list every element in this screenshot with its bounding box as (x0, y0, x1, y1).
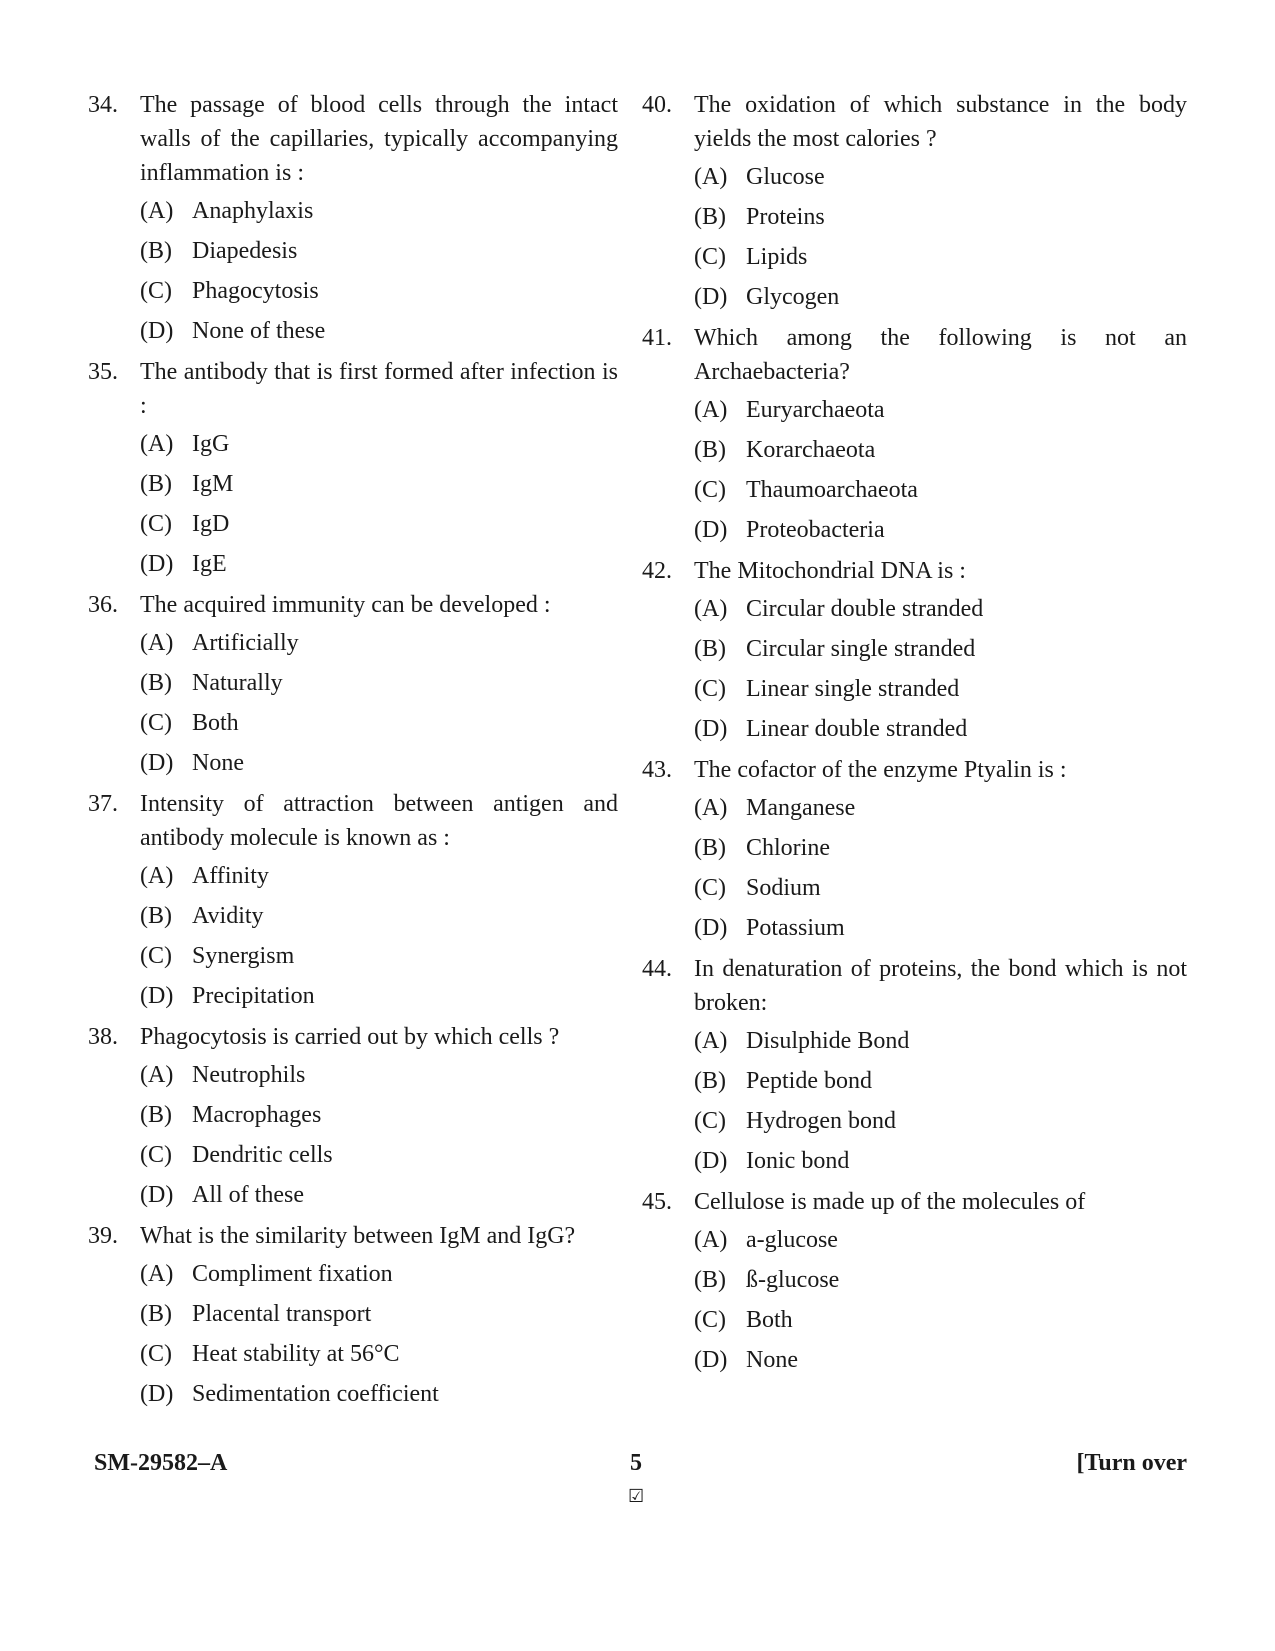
question-number: 38. (88, 1024, 118, 1050)
answer-option (88, 901, 618, 931)
answer-option (88, 1140, 618, 1170)
answer-option (88, 981, 618, 1011)
answer-option (642, 1345, 1187, 1375)
question-number: 35. (88, 359, 118, 385)
page-footer (94, 1450, 1187, 1506)
option-letter: (A) (694, 795, 728, 821)
question-header (88, 355, 618, 423)
answer-option (642, 873, 1187, 903)
option-text: Circular double stranded (746, 596, 984, 622)
question-header (642, 88, 1187, 156)
option-letter: (C) (694, 477, 726, 503)
option-text: Anaphylaxis (192, 198, 314, 224)
answer-option (88, 509, 618, 539)
option-letter: (A) (694, 164, 728, 190)
question-header (88, 1219, 618, 1253)
option-letter: (C) (140, 1341, 172, 1367)
option-letter: (A) (140, 1062, 174, 1088)
option-text: Chlorine (746, 835, 830, 861)
option-text: Avidity (192, 903, 264, 929)
answer-option (88, 708, 618, 738)
option-text: Thaumoarchaeota (746, 477, 918, 503)
answer-option (642, 1026, 1187, 1056)
option-text: Peptide bond (746, 1068, 872, 1094)
option-letter: (A) (694, 596, 728, 622)
question-item (88, 355, 618, 579)
option-letter: (C) (140, 278, 172, 304)
option-letter: (A) (140, 431, 174, 457)
option-letter: (B) (140, 471, 172, 497)
answer-option (642, 913, 1187, 943)
question-header (642, 753, 1187, 787)
option-letter: (C) (694, 1108, 726, 1134)
answer-option (642, 1146, 1187, 1176)
answer-option (642, 1066, 1187, 1096)
option-letter: (D) (694, 716, 728, 742)
option-letter: (D) (140, 1182, 174, 1208)
option-text: a-glucose (746, 1227, 838, 1253)
option-letter: (A) (140, 630, 174, 656)
option-text: Neutrophils (192, 1062, 306, 1088)
answer-option (642, 395, 1187, 425)
question-header (88, 88, 618, 190)
question-text: Cellulose is made up of the molecules of (694, 1189, 1086, 1215)
option-letter: (C) (140, 943, 172, 969)
answer-option (642, 202, 1187, 232)
option-list (642, 395, 1187, 545)
option-list (642, 1026, 1187, 1176)
option-list (88, 1060, 618, 1210)
option-list (88, 861, 618, 1011)
answer-option (88, 316, 618, 346)
question-item (642, 1185, 1187, 1375)
option-list (88, 628, 618, 778)
option-letter: (D) (140, 551, 174, 577)
question-item (642, 554, 1187, 744)
option-letter: (B) (694, 636, 726, 662)
question-item (642, 952, 1187, 1176)
answer-option (642, 1225, 1187, 1255)
question-text: The cofactor of the enzyme Ptyalin is : (694, 757, 1067, 783)
option-text: Proteins (746, 204, 825, 230)
question-number: 44. (642, 956, 672, 982)
page-number: 5 (630, 1450, 642, 1476)
option-letter: (B) (694, 204, 726, 230)
option-letter: (D) (140, 318, 174, 344)
option-text: IgE (192, 551, 227, 577)
option-text: Sedimentation coefficient (192, 1381, 439, 1407)
option-letter: (B) (694, 1068, 726, 1094)
question-header (642, 1185, 1187, 1219)
option-letter: (B) (694, 1267, 726, 1293)
question-text: Which among the following is not an Archaebacteria? (694, 325, 1187, 385)
option-letter: (B) (694, 437, 726, 463)
option-text: All of these (192, 1182, 304, 1208)
option-letter: (D) (140, 1381, 174, 1407)
option-letter: (C) (694, 244, 726, 270)
answer-option (642, 674, 1187, 704)
answer-option (642, 714, 1187, 744)
answer-option (88, 196, 618, 226)
option-letter: (D) (694, 1148, 728, 1174)
option-text: Both (746, 1307, 793, 1333)
answer-option (642, 515, 1187, 545)
option-text: Sodium (746, 875, 821, 901)
option-text: Both (192, 710, 239, 736)
answer-option (88, 1259, 618, 1289)
option-text: Linear double stranded (746, 716, 968, 742)
answer-option (642, 435, 1187, 465)
question-item (88, 588, 618, 778)
question-number: 42. (642, 558, 672, 584)
option-text: Phagocytosis (192, 278, 319, 304)
option-list (88, 429, 618, 579)
question-number: 39. (88, 1223, 118, 1249)
answer-option (88, 1060, 618, 1090)
option-list (642, 162, 1187, 312)
option-letter: (C) (694, 875, 726, 901)
answer-option (88, 549, 618, 579)
question-item (88, 88, 618, 346)
left-column (88, 88, 618, 1409)
option-letter: (B) (140, 1102, 172, 1128)
option-text: Compliment fixation (192, 1261, 393, 1287)
option-text: Diapedesis (192, 238, 298, 264)
question-number: 37. (88, 791, 118, 817)
question-text: In denaturation of proteins, the bond which is not broken: (694, 956, 1187, 1016)
option-letter: (A) (140, 863, 174, 889)
checkbox-mark-icon: ☑ (628, 1486, 645, 1506)
question-item (642, 753, 1187, 943)
option-text: ß-glucose (746, 1267, 840, 1293)
answer-option (642, 833, 1187, 863)
question-number: 34. (88, 92, 118, 118)
answer-option (88, 1180, 618, 1210)
option-letter: (A) (694, 1028, 728, 1054)
question-text: The acquired immunity can be developed : (140, 592, 551, 618)
option-letter: (A) (140, 198, 174, 224)
option-letter: (D) (694, 915, 728, 941)
answer-option (88, 1339, 618, 1369)
question-number: 43. (642, 757, 672, 783)
option-text: Synergism (192, 943, 295, 969)
option-text: Glycogen (746, 284, 840, 310)
question-item (88, 1020, 618, 1210)
option-text: Hydrogen bond (746, 1108, 896, 1134)
question-text: Phagocytosis is carried out by which cells ? (140, 1024, 560, 1050)
option-text: Linear single stranded (746, 676, 960, 702)
option-text: Manganese (746, 795, 856, 821)
option-letter: (C) (140, 710, 172, 736)
option-text: IgM (192, 471, 234, 497)
answer-option (642, 1305, 1187, 1335)
option-text: Precipitation (192, 983, 315, 1009)
answer-option (642, 594, 1187, 624)
option-text: None (192, 750, 244, 776)
answer-option (88, 941, 618, 971)
answer-option (642, 242, 1187, 272)
option-letter: (C) (694, 1307, 726, 1333)
answer-option (642, 793, 1187, 823)
question-header (88, 787, 618, 855)
option-list (88, 1259, 618, 1409)
right-column (642, 88, 1187, 1375)
answer-option (88, 1299, 618, 1329)
question-item (88, 787, 618, 1011)
question-header (88, 588, 618, 622)
question-item (642, 321, 1187, 545)
option-letter: (B) (140, 670, 172, 696)
option-text: Euryarchaeota (746, 397, 885, 423)
question-text: What is the similarity between IgM and IgG? (140, 1223, 576, 1249)
option-letter: (D) (694, 284, 728, 310)
option-letter: (D) (140, 983, 174, 1009)
answer-option (88, 276, 618, 306)
answer-option (642, 1265, 1187, 1295)
option-letter: (A) (140, 1261, 174, 1287)
option-text: None (746, 1347, 798, 1373)
option-letter: (D) (694, 517, 728, 543)
question-number: 45. (642, 1189, 672, 1215)
option-text: Glucose (746, 164, 825, 190)
option-text: Macrophages (192, 1102, 322, 1128)
turn-over-label: [Turn over (1076, 1450, 1187, 1476)
answer-option (88, 1379, 618, 1409)
option-text: Potassium (746, 915, 845, 941)
answer-option (88, 628, 618, 658)
option-letter: (B) (694, 835, 726, 861)
option-letter: (B) (140, 238, 172, 264)
option-text: Placental transport (192, 1301, 372, 1327)
option-text: Disulphide Bond (746, 1028, 910, 1054)
option-letter: (C) (694, 676, 726, 702)
option-text: Proteobacteria (746, 517, 885, 543)
question-number: 36. (88, 592, 118, 618)
question-text: Intensity of attraction between antigen and antibody molecule is known as : (140, 791, 618, 851)
option-text: Naturally (192, 670, 283, 696)
question-text: The Mitochondrial DNA is : (694, 558, 966, 584)
option-letter: (D) (694, 1347, 728, 1373)
option-text: Korarchaeota (746, 437, 876, 463)
answer-option (642, 282, 1187, 312)
option-text: Ionic bond (746, 1148, 850, 1174)
option-letter: (A) (694, 397, 728, 423)
option-letter: (D) (140, 750, 174, 776)
answer-option (88, 668, 618, 698)
option-text: IgG (192, 431, 230, 457)
option-letter: (A) (694, 1227, 728, 1253)
option-list (642, 594, 1187, 744)
option-letter: (B) (140, 903, 172, 929)
option-text: Circular single stranded (746, 636, 976, 662)
question-item (642, 88, 1187, 312)
question-header (642, 321, 1187, 389)
option-text: Lipids (746, 244, 808, 270)
option-letter: (C) (140, 1142, 172, 1168)
question-header (88, 1020, 618, 1054)
answer-option (642, 634, 1187, 664)
answer-option (642, 162, 1187, 192)
question-header (642, 952, 1187, 1020)
answer-option (88, 429, 618, 459)
answer-option (88, 748, 618, 778)
question-text: The passage of blood cells through the intact walls of the capillaries, typically accompanying inflammation is : (140, 92, 618, 186)
option-text: None of these (192, 318, 326, 344)
question-header (642, 554, 1187, 588)
option-text: Dendritic cells (192, 1142, 333, 1168)
answer-option (88, 236, 618, 266)
answer-option (88, 1100, 618, 1130)
question-number: 40. (642, 92, 672, 118)
answer-option (88, 861, 618, 891)
option-list (88, 196, 618, 346)
paper-code: SM-29582–A (94, 1450, 228, 1476)
option-letter: (C) (140, 511, 172, 537)
option-text: Affinity (192, 863, 269, 889)
option-letter: (B) (140, 1301, 172, 1327)
question-number: 41. (642, 325, 672, 351)
option-list (642, 1225, 1187, 1375)
answer-option (642, 475, 1187, 505)
option-list (642, 793, 1187, 943)
question-text: The antibody that is first formed after infection is : (140, 359, 618, 419)
option-text: IgD (192, 511, 230, 537)
option-text: Artificially (192, 630, 299, 656)
question-text: The oxidation of which substance in the body yields the most calories ? (694, 92, 1187, 152)
question-item (88, 1219, 618, 1409)
option-text: Heat stability at 56°C (192, 1341, 400, 1367)
answer-option (88, 469, 618, 499)
answer-option (642, 1106, 1187, 1136)
